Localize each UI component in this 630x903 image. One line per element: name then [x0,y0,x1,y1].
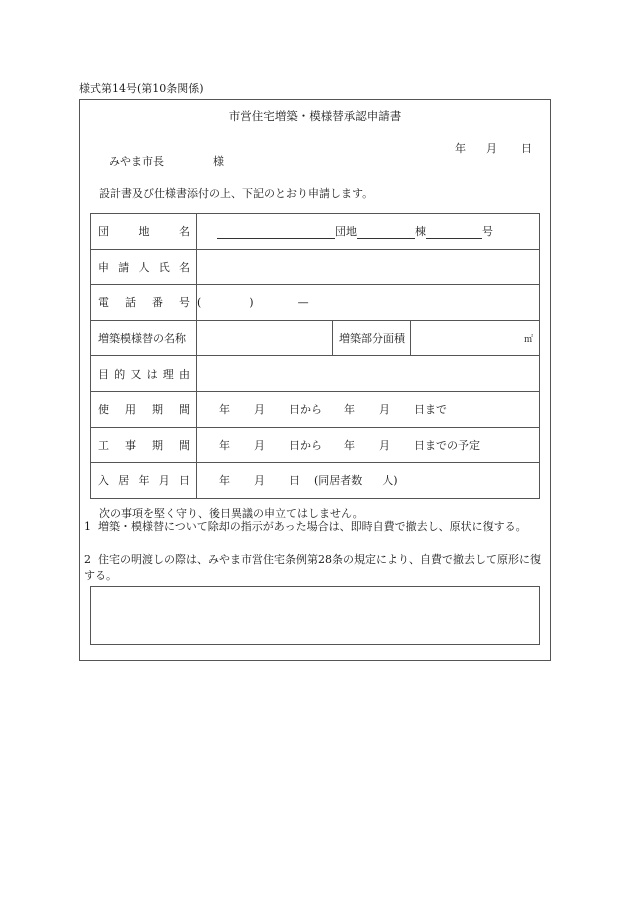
note-number: 1 [84,520,91,533]
label-char: 電 [98,296,109,310]
label-char: 月 [158,474,170,488]
label-char: 請 [118,260,130,274]
work-month2: 月 [379,438,390,452]
label-char: 入 [98,474,109,488]
label-applicant [91,249,197,285]
label-char: 的 [114,367,126,381]
label-char: 申 [98,260,109,274]
work-year2: 年 [344,438,355,452]
row-move-in [91,463,540,499]
intro-text: 設計書及び仕様書添付の上、下記のとおり申請します。 [99,187,374,200]
label-char: 間 [179,403,190,417]
use-until: 日まで [414,403,447,417]
label-char: 日 [179,474,190,488]
field-move-in[interactable] [197,463,540,499]
label-char: 由 [178,367,190,381]
label-char: 番 [152,296,163,310]
label-char: 号 [179,296,190,310]
unit-number: 号 [482,225,493,239]
label-work-name: 増築模様替の名称 [91,320,197,356]
danchi-name-line[interactable] [217,226,335,239]
date-year-label: 年 [455,142,466,155]
row-use-period [91,391,540,427]
move-in-month: 月 [254,474,265,488]
row-work-name [91,320,540,356]
phone-open-paren: ( [197,295,202,309]
label-char: 氏 [158,260,170,274]
label-char: 居 [118,474,130,488]
label-char: 間 [179,438,190,452]
row-danchi [91,214,540,250]
phone-dash: — [297,295,309,309]
label-char: 期 [152,403,163,417]
row-purpose [91,356,540,392]
note-text: 増築・模様替について除却の指示があった場合は、即時自費で撤去し、原状に復する。 [98,520,527,533]
field-phone[interactable] [197,285,540,321]
label-char: 年 [138,474,150,488]
unit-danchi: 団地 [335,225,357,239]
phone-close-paren: ) [249,295,254,309]
label-move-in [91,463,197,499]
use-year2: 年 [344,403,355,417]
label-danchi [91,214,197,250]
note-number: 2 [84,553,91,566]
field-danchi[interactable] [197,214,540,250]
label-char: 使 [98,403,109,417]
work-month: 月 [254,438,265,452]
use-month2: 月 [379,403,390,417]
label-char: 名 [179,225,190,239]
label-char: 事 [125,438,136,452]
work-year: 年 [219,438,230,452]
form-title: 市営住宅増築・模様替承認申請書 [228,109,402,123]
honorific: 様 [213,155,224,168]
use-month: 月 [254,403,265,417]
label-char: 理 [162,367,174,381]
use-year: 年 [219,403,230,417]
label-use-period [91,391,197,427]
remarks-box[interactable] [90,586,540,645]
cohabitants-unit: 人) [382,474,398,488]
label-char: 目 [98,367,109,381]
addressee: みやま市長 [109,155,164,168]
field-area[interactable] [411,320,540,356]
field-use-period[interactable] [197,391,540,427]
label-work-period [91,427,197,463]
label-char: 工 [98,438,109,452]
note-text: 住宅の明渡しの際は、みやま市営住宅条例第28条の規定により、自費で撤去して原形に復する。 [84,553,541,582]
move-in-year: 年 [219,474,230,488]
label-area: 増築部分面積 [333,320,411,356]
label-char: 地 [138,225,150,239]
label-purpose [91,356,197,392]
move-in-day: 日 [289,474,300,488]
area-unit: ㎡ [523,334,533,345]
note-item [84,519,544,535]
row-work-period [91,427,540,463]
label-char: 用 [125,403,136,417]
work-until: 日までの予定 [414,438,480,452]
field-work-period[interactable] [197,427,540,463]
date-day-label: 日 [521,142,532,155]
label-char: 名 [179,260,190,274]
date-month-label: 月 [486,142,497,155]
label-phone [91,285,197,321]
field-work-name[interactable] [197,320,333,356]
cohabitants-label: (同居者数 [314,474,363,488]
label-char: 又 [130,367,142,381]
form-number-label: 様式第14号(第10条関係) [79,82,204,95]
use-from: 日から [289,403,322,417]
label-char: 団 [98,225,109,239]
number-line[interactable] [426,226,482,239]
application-fields-table [90,213,540,499]
label-char: 期 [152,438,163,452]
field-applicant[interactable] [197,249,540,285]
work-from: 日から [289,438,322,452]
field-purpose[interactable] [197,356,540,392]
label-char: は [146,367,158,381]
notes-intro: 次の事項を堅く守り、後日異議の申立てはしません。 [99,507,364,520]
row-phone [91,285,540,321]
note-item [84,552,544,584]
label-char: 人 [138,260,150,274]
building-line[interactable] [357,226,415,239]
row-applicant [91,249,540,285]
unit-building: 棟 [415,225,426,239]
label-char: 話 [125,296,136,310]
